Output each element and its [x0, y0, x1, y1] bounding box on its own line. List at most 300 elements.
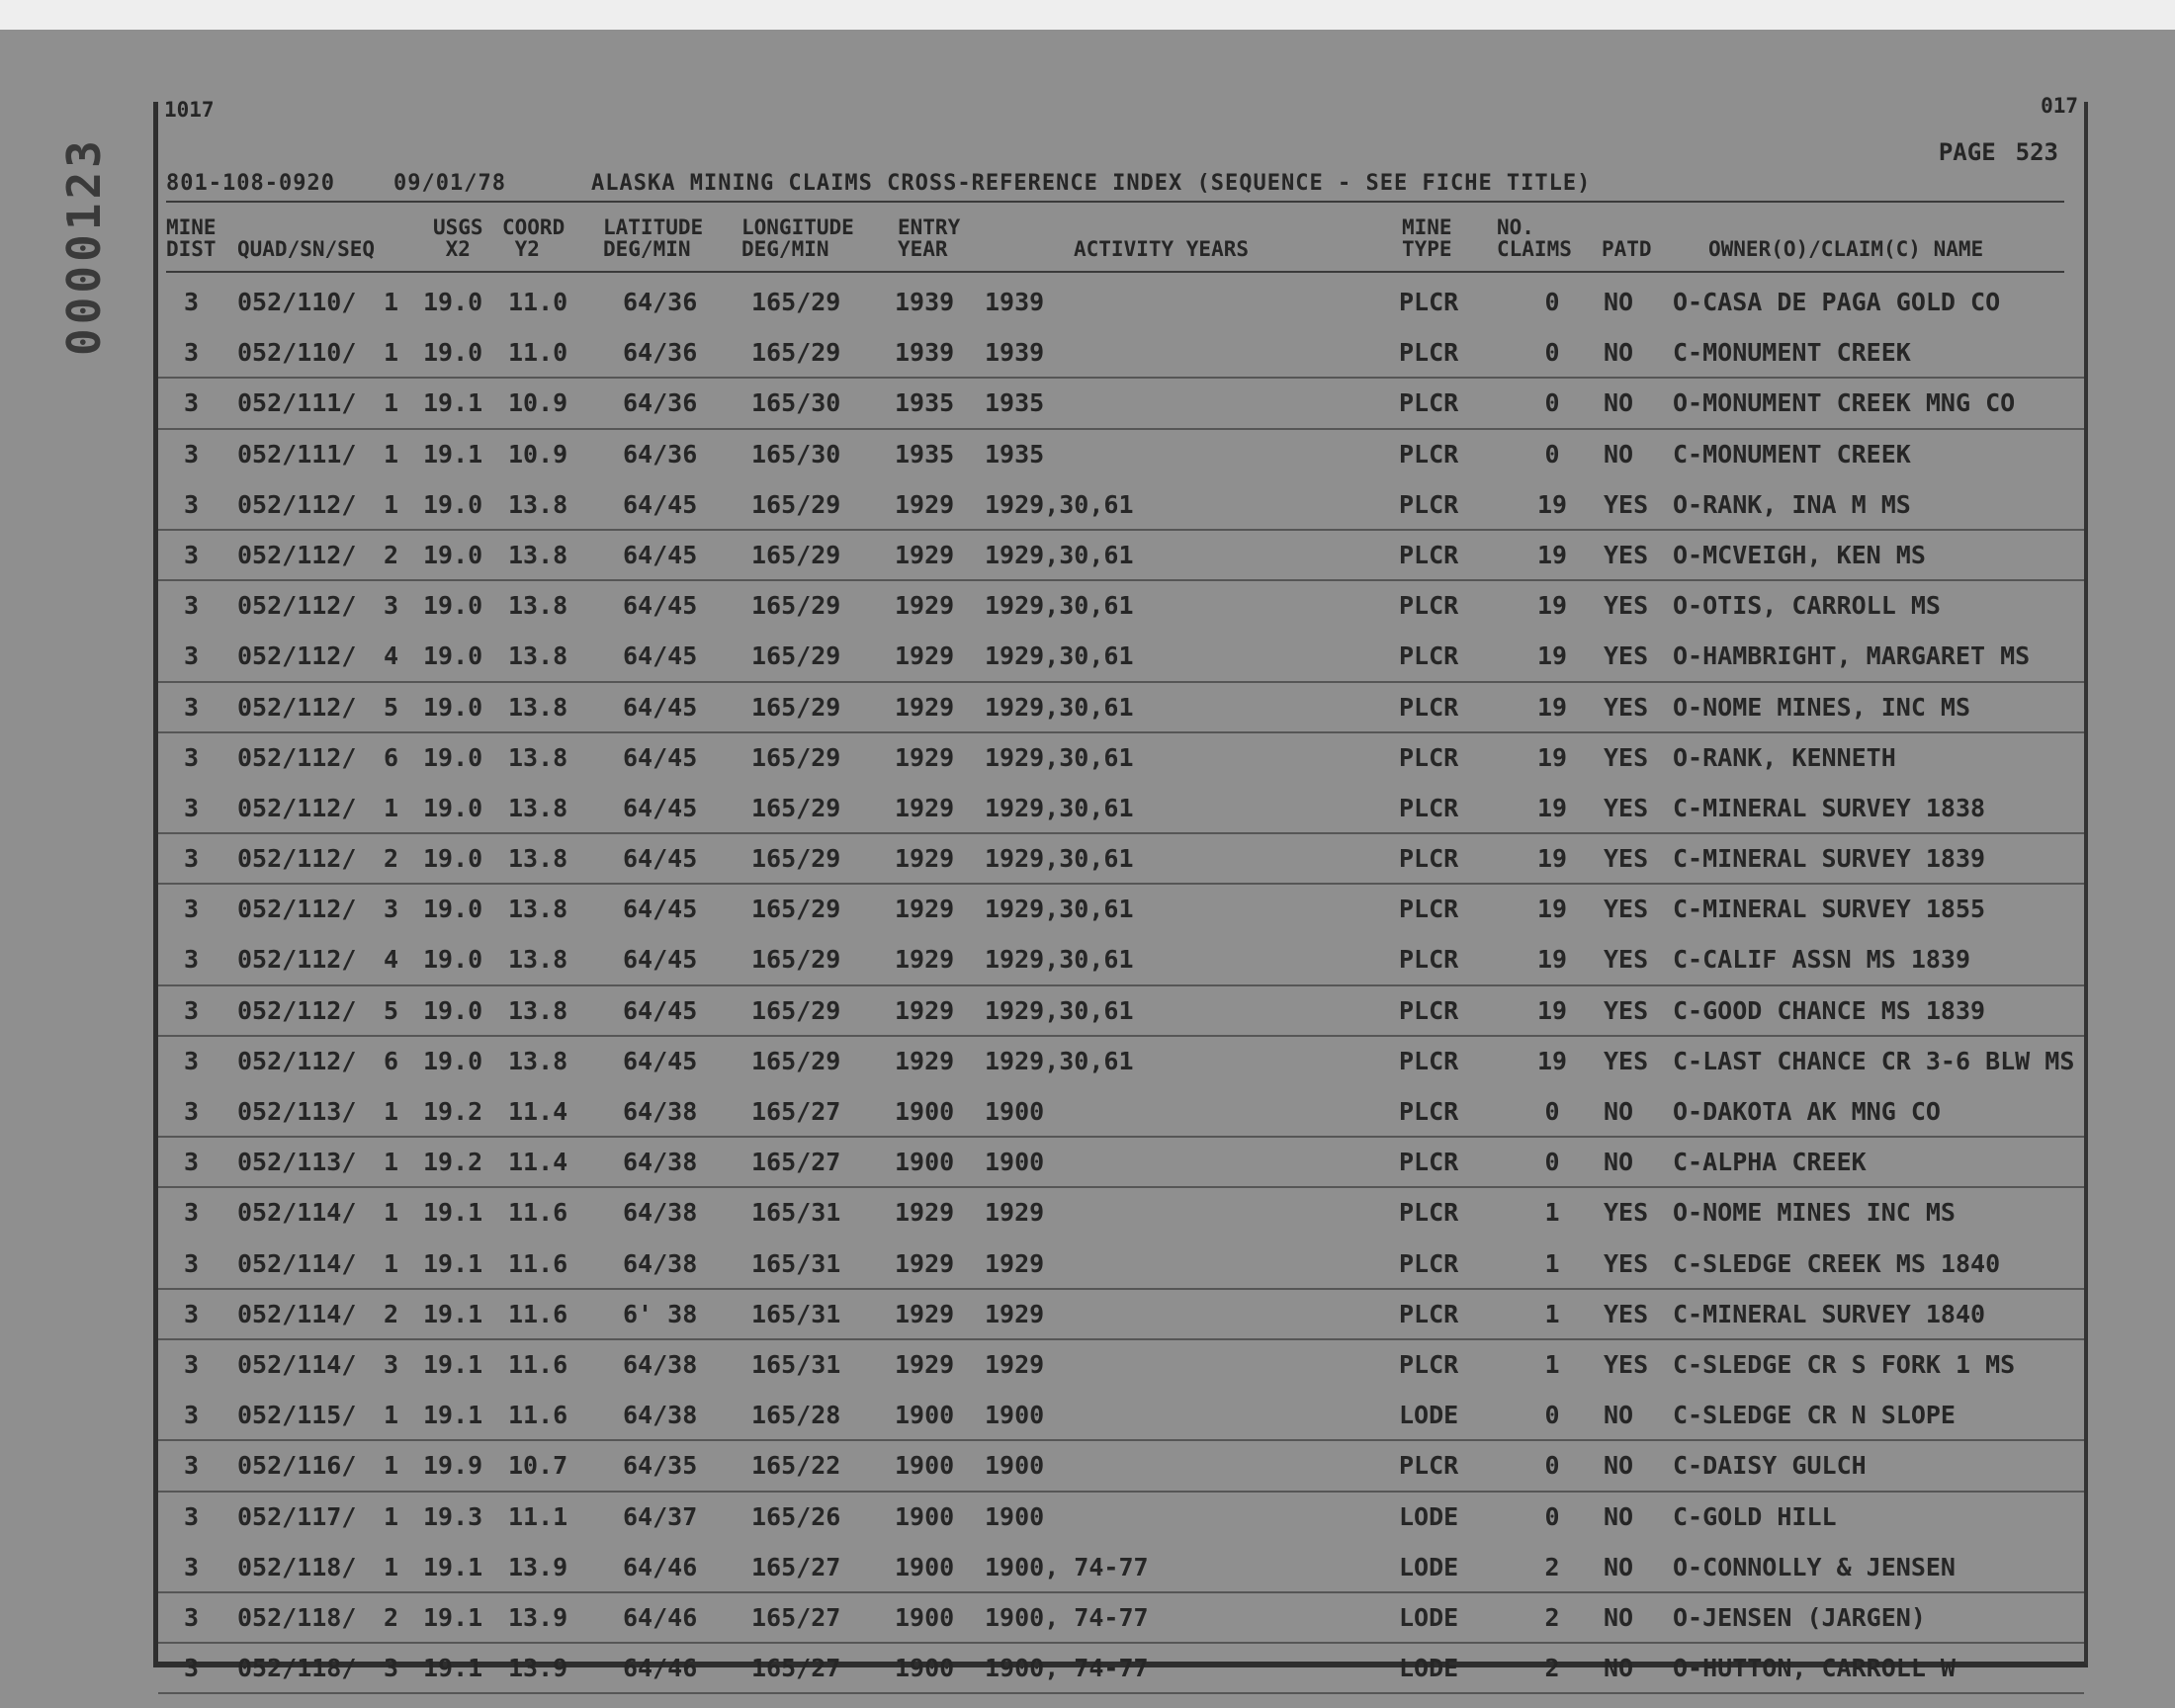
- cell-entry-year: 1939: [895, 288, 955, 316]
- cell-mine-type: PLCR: [1399, 1349, 1459, 1379]
- cell-sequence: 1: [384, 1148, 399, 1177]
- cell-patented: YES: [1604, 641, 1649, 671]
- cell-longitude: 165/29: [751, 844, 841, 874]
- cell-owner-claim-name: O-NOME MINES, INC MS: [1673, 692, 1971, 722]
- cell-patented: NO: [1604, 288, 1634, 316]
- table-row: [158, 1290, 2084, 1340]
- cell-entry-year: 1929: [895, 692, 955, 722]
- cell-mine-dist: 3: [184, 1248, 200, 1278]
- cell-activity-years: 1929,30,61: [985, 641, 1134, 671]
- cell-latitude: 64/36: [623, 338, 698, 368]
- cell-longitude: 165/22: [751, 1451, 841, 1481]
- cell-entry-year: 1900: [895, 1501, 955, 1531]
- cell-entry-year: 1929: [895, 793, 955, 822]
- cell-claims-count: 0: [1544, 388, 1560, 418]
- header-usgs-x: USGS X2: [433, 215, 483, 261]
- cell-sequence: 1: [384, 388, 399, 418]
- cell-mine-dist: 3: [184, 844, 200, 874]
- cell-coord-y: 13.8: [508, 641, 568, 671]
- cell-owner-claim-name: O-RANK, INA M MS: [1673, 489, 1911, 519]
- cell-activity-years: 1929,30,61: [985, 692, 1134, 722]
- table-row: [158, 480, 2084, 531]
- cell-owner-claim-name: C-CALIF ASSN MS 1839: [1673, 945, 1971, 975]
- cell-patented: YES: [1604, 742, 1649, 772]
- cell-patented: YES: [1604, 1198, 1649, 1228]
- cell-owner-claim-name: C-MONUMENT CREEK: [1673, 338, 1911, 368]
- cell-entry-year: 1929: [895, 995, 955, 1025]
- header-claims: NO. CLAIMS: [1497, 215, 1572, 261]
- cell-mine-type: PLCR: [1399, 945, 1459, 975]
- cell-longitude: 165/29: [751, 338, 841, 368]
- cell-mine-type: PLCR: [1399, 338, 1459, 368]
- cell-usgs-x: 19.1: [423, 1198, 483, 1228]
- cell-usgs-x: 19.1: [423, 1401, 483, 1430]
- cell-patented: YES: [1604, 793, 1649, 822]
- cell-activity-years: 1929: [985, 1198, 1045, 1228]
- cell-longitude: 165/26: [751, 1501, 841, 1531]
- cell-owner-claim-name: C-GOOD CHANCE MS 1839: [1673, 995, 1986, 1025]
- cell-longitude: 165/29: [751, 793, 841, 822]
- cell-claims-count: 19: [1536, 742, 1568, 772]
- table-row: [158, 278, 2084, 328]
- cell-quad-code: 052/112/: [237, 895, 357, 924]
- cell-mine-dist: 3: [184, 742, 200, 772]
- cell-patented: NO: [1604, 1097, 1634, 1126]
- cell-mine-dist: 3: [184, 793, 200, 822]
- cell-quad-code: 052/117/: [237, 1501, 357, 1531]
- cell-activity-years: 1929,30,61: [985, 1046, 1134, 1075]
- cell-longitude: 165/29: [751, 288, 841, 316]
- table-row: [158, 834, 2084, 885]
- cell-longitude: 165/29: [751, 540, 841, 569]
- cell-owner-claim-name: O-JENSEN (JARGEN): [1673, 1602, 1926, 1632]
- cell-coord-y: 13.9: [508, 1654, 568, 1683]
- cell-entry-year: 1929: [895, 489, 955, 519]
- cell-usgs-x: 19.0: [423, 540, 483, 569]
- cell-mine-dist: 3: [184, 439, 200, 469]
- cell-quad-code: 052/115/: [237, 1401, 357, 1430]
- cell-owner-claim-name: O-MONUMENT CREEK MNG CO: [1673, 388, 2016, 418]
- cell-mine-dist: 3: [184, 1349, 200, 1379]
- table-row: [158, 1037, 2084, 1087]
- cell-mine-type: PLCR: [1399, 895, 1459, 924]
- cell-coord-y: 11.1: [508, 1501, 568, 1531]
- cell-quad-code: 052/113/: [237, 1148, 357, 1177]
- cell-claims-count: 0: [1544, 1097, 1560, 1126]
- cell-mine-dist: 3: [184, 1451, 200, 1481]
- cell-mine-type: PLCR: [1399, 1097, 1459, 1126]
- cell-usgs-x: 19.0: [423, 288, 483, 316]
- table-row: [158, 683, 2084, 733]
- cell-latitude: 64/36: [623, 288, 698, 316]
- cell-activity-years: 1929,30,61: [985, 591, 1134, 621]
- cell-usgs-x: 19.0: [423, 945, 483, 975]
- cell-claims-count: 0: [1544, 1148, 1560, 1177]
- cell-usgs-x: 19.0: [423, 591, 483, 621]
- cell-coord-y: 11.0: [508, 288, 568, 316]
- cell-mine-type: LODE: [1399, 1654, 1459, 1683]
- cell-owner-claim-name: C-MINERAL SURVEY 1838: [1673, 793, 1986, 822]
- cell-claims-count: 0: [1544, 1501, 1560, 1531]
- cell-mine-dist: 3: [184, 338, 200, 368]
- cell-activity-years: 1929: [985, 1349, 1045, 1379]
- cell-mine-type: LODE: [1399, 1401, 1459, 1430]
- cell-claims-count: 19: [1536, 1046, 1568, 1075]
- cell-sequence: 1: [384, 1248, 399, 1278]
- cell-quad-code: 052/112/: [237, 844, 357, 874]
- cell-claims-count: 2: [1544, 1552, 1560, 1581]
- cell-entry-year: 1929: [895, 742, 955, 772]
- cell-coord-y: 13.8: [508, 540, 568, 569]
- cell-coord-y: 11.4: [508, 1097, 568, 1126]
- cell-mine-dist: 3: [184, 1299, 200, 1328]
- cell-mine-dist: 3: [184, 995, 200, 1025]
- corner-mark-right: 017: [2041, 94, 2078, 118]
- cell-owner-claim-name: C-SLEDGE CR S FORK 1 MS: [1673, 1349, 2016, 1379]
- cell-sequence: 3: [384, 1654, 399, 1683]
- cell-quad-code: 052/112/: [237, 742, 357, 772]
- cell-latitude: 6' 38: [623, 1299, 698, 1328]
- cell-usgs-x: 19.0: [423, 641, 483, 671]
- cell-mine-type: PLCR: [1399, 1299, 1459, 1328]
- cell-usgs-x: 19.1: [423, 1349, 483, 1379]
- cell-usgs-x: 19.0: [423, 844, 483, 874]
- cell-usgs-x: 19.1: [423, 388, 483, 418]
- claims-table-body: [158, 278, 2084, 1694]
- cell-mine-dist: 3: [184, 591, 200, 621]
- cell-patented: NO: [1604, 1148, 1634, 1177]
- cell-coord-y: 13.9: [508, 1602, 568, 1632]
- table-row: [158, 1138, 2084, 1188]
- cell-mine-dist: 3: [184, 288, 200, 316]
- cell-latitude: 64/46: [623, 1654, 698, 1683]
- cell-entry-year: 1900: [895, 1602, 955, 1632]
- cell-patented: YES: [1604, 1299, 1649, 1328]
- cell-longitude: 165/30: [751, 388, 841, 418]
- table-row: [158, 531, 2084, 581]
- cell-mine-dist: 3: [184, 1401, 200, 1430]
- cell-quad-code: 052/112/: [237, 995, 357, 1025]
- cell-usgs-x: 19.9: [423, 1451, 483, 1481]
- header-latitude: LATITUDE DEG/MIN: [603, 215, 704, 261]
- cell-sequence: 2: [384, 1299, 399, 1328]
- cell-sequence: 1: [384, 489, 399, 519]
- cell-patented: NO: [1604, 439, 1634, 469]
- cell-usgs-x: 19.0: [423, 692, 483, 722]
- cell-latitude: 64/46: [623, 1552, 698, 1581]
- cell-sequence: 5: [384, 995, 399, 1025]
- cell-mine-type: PLCR: [1399, 1148, 1459, 1177]
- cell-longitude: 165/31: [751, 1349, 841, 1379]
- cell-sequence: 1: [384, 1552, 399, 1581]
- cell-longitude: 165/27: [751, 1602, 841, 1632]
- cell-patented: YES: [1604, 1349, 1649, 1379]
- header-longitude: LONGITUDE DEG/MIN: [741, 215, 854, 261]
- cell-owner-claim-name: C-GOLD HILL: [1673, 1501, 1837, 1531]
- table-row: [158, 1188, 2084, 1238]
- cell-patented: NO: [1604, 338, 1634, 368]
- cell-coord-y: 11.6: [508, 1349, 568, 1379]
- cell-coord-y: 13.8: [508, 742, 568, 772]
- cell-entry-year: 1900: [895, 1552, 955, 1581]
- cell-activity-years: 1929: [985, 1299, 1045, 1328]
- cell-owner-claim-name: C-MINERAL SURVEY 1855: [1673, 895, 1986, 924]
- cell-patented: NO: [1604, 1501, 1634, 1531]
- cell-activity-years: 1929,30,61: [985, 742, 1134, 772]
- cell-mine-type: PLCR: [1399, 1046, 1459, 1075]
- cell-claims-count: 19: [1536, 995, 1568, 1025]
- cell-sequence: 2: [384, 1602, 399, 1632]
- cell-longitude: 165/27: [751, 1654, 841, 1683]
- cell-mine-type: LODE: [1399, 1602, 1459, 1632]
- cell-usgs-x: 19.0: [423, 338, 483, 368]
- cell-entry-year: 1935: [895, 388, 955, 418]
- cell-usgs-x: 19.0: [423, 895, 483, 924]
- table-row: [158, 328, 2084, 379]
- cell-latitude: 64/38: [623, 1401, 698, 1430]
- cell-mine-type: PLCR: [1399, 844, 1459, 874]
- cell-sequence: 4: [384, 641, 399, 671]
- cell-usgs-x: 19.0: [423, 1046, 483, 1075]
- cell-owner-claim-name: C-SLEDGE CREEK MS 1840: [1673, 1248, 2001, 1278]
- cell-owner-claim-name: O-HUTTON, CARROLL W: [1673, 1654, 1956, 1683]
- cell-usgs-x: 19.0: [423, 995, 483, 1025]
- cell-quad-code: 052/112/: [237, 793, 357, 822]
- cell-longitude: 165/30: [751, 439, 841, 469]
- cell-claims-count: 2: [1544, 1654, 1560, 1683]
- cell-claims-count: 1: [1544, 1299, 1560, 1328]
- cell-latitude: 64/45: [623, 540, 698, 569]
- cell-claims-count: 19: [1536, 641, 1568, 671]
- page-indicator: [1939, 138, 2058, 166]
- cell-quad-code: 052/114/: [237, 1349, 357, 1379]
- cell-coord-y: 10.9: [508, 388, 568, 418]
- cell-latitude: 64/36: [623, 439, 698, 469]
- cell-mine-type: PLCR: [1399, 388, 1459, 418]
- cell-entry-year: 1929: [895, 1046, 955, 1075]
- cell-mine-type: LODE: [1399, 1552, 1459, 1581]
- cell-mine-type: LODE: [1399, 1501, 1459, 1531]
- cell-patented: YES: [1604, 1248, 1649, 1278]
- cell-patented: NO: [1604, 388, 1634, 418]
- cell-longitude: 165/29: [751, 895, 841, 924]
- cell-patented: NO: [1604, 1552, 1634, 1581]
- cell-sequence: 1: [384, 439, 399, 469]
- cell-quad-code: 052/118/: [237, 1654, 357, 1683]
- cell-activity-years: 1900: [985, 1148, 1045, 1177]
- cell-claims-count: 0: [1544, 338, 1560, 368]
- cell-sequence: 1: [384, 1451, 399, 1481]
- cell-entry-year: 1929: [895, 895, 955, 924]
- cell-usgs-x: 19.0: [423, 742, 483, 772]
- cell-sequence: 1: [384, 1198, 399, 1228]
- cell-mine-dist: 3: [184, 895, 200, 924]
- cell-longitude: 165/29: [751, 591, 841, 621]
- cell-mine-type: PLCR: [1399, 692, 1459, 722]
- cell-mine-type: PLCR: [1399, 793, 1459, 822]
- cell-entry-year: 1929: [895, 844, 955, 874]
- cell-coord-y: 11.6: [508, 1248, 568, 1278]
- cell-quad-code: 052/118/: [237, 1552, 357, 1581]
- cell-mine-type: PLCR: [1399, 288, 1459, 316]
- cell-usgs-x: 19.1: [423, 1299, 483, 1328]
- cell-quad-code: 052/110/: [237, 288, 357, 316]
- cell-sequence: 6: [384, 1046, 399, 1075]
- header-entry-year: ENTRY YEAR: [898, 215, 961, 261]
- table-row: [158, 784, 2084, 834]
- cell-latitude: 64/45: [623, 489, 698, 519]
- cell-claims-count: 19: [1536, 844, 1568, 874]
- table-row: [158, 430, 2084, 480]
- cell-latitude: 64/45: [623, 591, 698, 621]
- cell-activity-years: 1929,30,61: [985, 895, 1134, 924]
- cell-sequence: 2: [384, 540, 399, 569]
- cell-coord-y: 13.8: [508, 895, 568, 924]
- cell-patented: YES: [1604, 844, 1649, 874]
- cell-sequence: 5: [384, 692, 399, 722]
- cell-activity-years: 1935: [985, 439, 1045, 469]
- cell-quad-code: 052/112/: [237, 489, 357, 519]
- cell-quad-code: 052/111/: [237, 439, 357, 469]
- cell-claims-count: 0: [1544, 1401, 1560, 1430]
- cell-latitude: 64/35: [623, 1451, 698, 1481]
- cell-latitude: 64/45: [623, 945, 698, 975]
- cell-mine-dist: 3: [184, 489, 200, 519]
- cell-mine-dist: 3: [184, 388, 200, 418]
- cell-quad-code: 052/112/: [237, 591, 357, 621]
- cell-claims-count: 19: [1536, 692, 1568, 722]
- cell-latitude: 64/38: [623, 1248, 698, 1278]
- cell-activity-years: 1939: [985, 338, 1045, 368]
- header-patd: PATD: [1602, 237, 1652, 261]
- microfiche-scan: [0, 30, 2175, 1708]
- cell-longitude: 165/29: [751, 1046, 841, 1075]
- corner-mark-left: 1017: [164, 98, 215, 122]
- cell-sequence: 3: [384, 895, 399, 924]
- table-row: [158, 1644, 2084, 1694]
- cell-entry-year: 1929: [895, 1299, 955, 1328]
- cell-activity-years: 1939: [985, 288, 1045, 316]
- cell-owner-claim-name: C-MINERAL SURVEY 1839: [1673, 844, 1986, 874]
- cell-owner-claim-name: C-MONUMENT CREEK: [1673, 439, 1911, 469]
- cell-usgs-x: 19.1: [423, 439, 483, 469]
- cell-latitude: 64/36: [623, 388, 698, 418]
- cell-mine-dist: 3: [184, 1501, 200, 1531]
- cell-entry-year: 1929: [895, 641, 955, 671]
- cell-longitude: 165/29: [751, 641, 841, 671]
- cell-patented: NO: [1604, 1401, 1634, 1430]
- cell-entry-year: 1900: [895, 1097, 955, 1126]
- cell-mine-dist: 3: [184, 1602, 200, 1632]
- cell-sequence: 1: [384, 338, 399, 368]
- cell-coord-y: 13.8: [508, 844, 568, 874]
- cell-entry-year: 1900: [895, 1654, 955, 1683]
- table-row: [158, 1441, 2084, 1492]
- cell-patented: YES: [1604, 1046, 1649, 1075]
- cell-claims-count: 0: [1544, 1451, 1560, 1481]
- cell-patented: YES: [1604, 692, 1649, 722]
- cell-longitude: 165/29: [751, 742, 841, 772]
- cell-quad-code: 052/114/: [237, 1299, 357, 1328]
- cell-coord-y: 11.0: [508, 338, 568, 368]
- cell-quad-code: 052/112/: [237, 692, 357, 722]
- cell-owner-claim-name: O-RANK, KENNETH: [1673, 742, 1896, 772]
- cell-coord-y: 13.8: [508, 1046, 568, 1075]
- cell-quad-code: 052/112/: [237, 641, 357, 671]
- cell-owner-claim-name: O-NOME MINES INC MS: [1673, 1198, 1956, 1228]
- cell-quad-code: 052/118/: [237, 1602, 357, 1632]
- cell-owner-claim-name: C-DAISY GULCH: [1673, 1451, 1867, 1481]
- cell-coord-y: 13.8: [508, 489, 568, 519]
- table-row: [158, 632, 2084, 682]
- cell-mine-dist: 3: [184, 1097, 200, 1126]
- cell-owner-claim-name: C-MINERAL SURVEY 1840: [1673, 1299, 1986, 1328]
- table-row: [158, 1543, 2084, 1593]
- cell-quad-code: 052/112/: [237, 540, 357, 569]
- cell-claims-count: 19: [1536, 489, 1568, 519]
- cell-coord-y: 11.4: [508, 1148, 568, 1177]
- table-row: [158, 379, 2084, 429]
- cell-coord-y: 10.7: [508, 1451, 568, 1481]
- cell-usgs-x: 19.3: [423, 1501, 483, 1531]
- cell-claims-count: 2: [1544, 1602, 1560, 1632]
- cell-longitude: 165/31: [751, 1248, 841, 1278]
- cell-entry-year: 1939: [895, 338, 955, 368]
- cell-mine-dist: 3: [184, 540, 200, 569]
- cell-mine-type: PLCR: [1399, 995, 1459, 1025]
- cell-owner-claim-name: O-CONNOLLY & JENSEN: [1673, 1552, 1956, 1581]
- cell-coord-y: 13.9: [508, 1552, 568, 1581]
- cell-patented: NO: [1604, 1654, 1634, 1683]
- cell-longitude: 165/29: [751, 489, 841, 519]
- header-coord-y: COORD Y2: [502, 215, 566, 261]
- table-row: [158, 1087, 2084, 1138]
- cell-longitude: 165/29: [751, 945, 841, 975]
- header-mine-type: MINE TYPE: [1402, 215, 1452, 261]
- cell-coord-y: 13.8: [508, 945, 568, 975]
- cell-coord-y: 11.6: [508, 1198, 568, 1228]
- cell-longitude: 165/31: [751, 1299, 841, 1328]
- cell-latitude: 64/46: [623, 1602, 698, 1632]
- column-header-row: [166, 216, 2064, 273]
- cell-usgs-x: 19.1: [423, 1552, 483, 1581]
- cell-latitude: 64/37: [623, 1501, 698, 1531]
- cell-activity-years: 1929,30,61: [985, 844, 1134, 874]
- cell-patented: NO: [1604, 1602, 1634, 1632]
- cell-claims-count: 1: [1544, 1349, 1560, 1379]
- cell-activity-years: 1929,30,61: [985, 540, 1134, 569]
- fiche-number: 0000123: [57, 136, 111, 356]
- cell-usgs-x: 19.0: [423, 793, 483, 822]
- report-title: ALASKA MINING CLAIMS CROSS-REFERENCE INDEX (SEQUENCE - SEE FICHE TITLE): [591, 171, 1592, 196]
- table-row: [158, 935, 2084, 985]
- table-row: [158, 1493, 2084, 1543]
- cell-mine-type: PLCR: [1399, 591, 1459, 621]
- cell-latitude: 64/38: [623, 1097, 698, 1126]
- table-row: [158, 1593, 2084, 1644]
- cell-sequence: 2: [384, 844, 399, 874]
- cell-patented: YES: [1604, 540, 1649, 569]
- table-row: [158, 1239, 2084, 1290]
- cell-patented: YES: [1604, 895, 1649, 924]
- cell-sequence: 3: [384, 591, 399, 621]
- cell-activity-years: 1929: [985, 1248, 1045, 1278]
- cell-entry-year: 1929: [895, 1198, 955, 1228]
- cell-entry-year: 1900: [895, 1401, 955, 1430]
- cell-activity-years: 1900: [985, 1401, 1045, 1430]
- page-label: PAGE: [1938, 138, 1996, 166]
- cell-coord-y: 13.8: [508, 591, 568, 621]
